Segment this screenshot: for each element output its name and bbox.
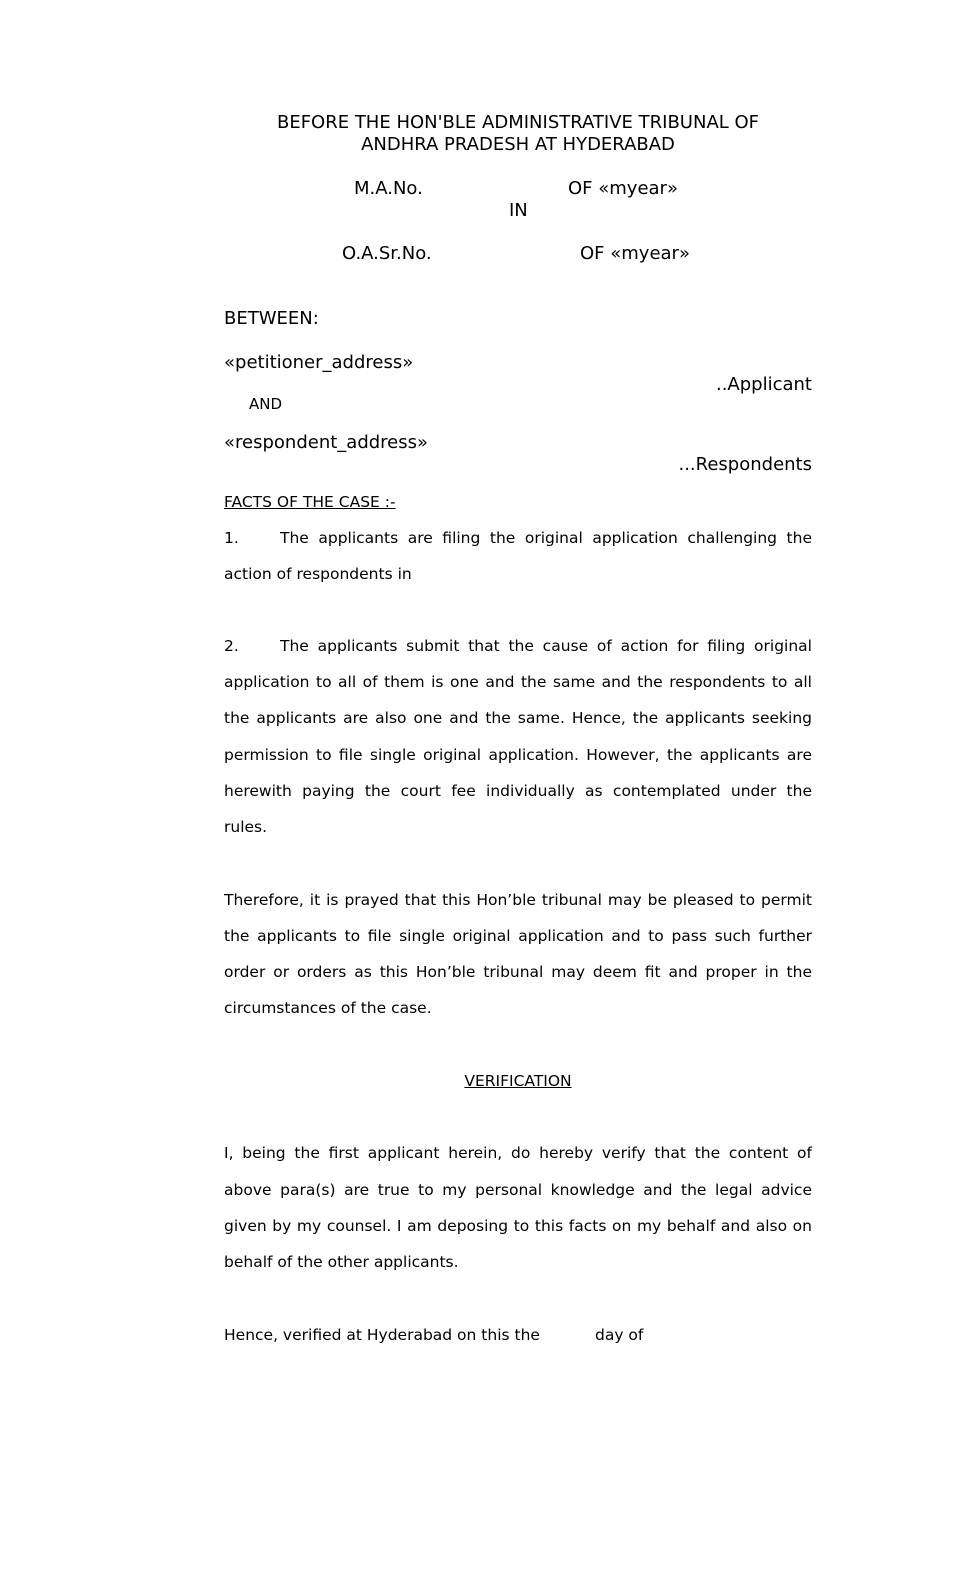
para1-line-2: action of respondents in xyxy=(224,565,412,583)
para2-line-2: application to all of them is one and the same and the respondents to all xyxy=(224,673,812,691)
para2-line-5: herewith paying the court fee individually as contemplated under the xyxy=(224,782,812,800)
prayer-line-2: the applicants to file single original application and to pass such further xyxy=(224,927,812,945)
verified-at-text: Hence, verified at Hyderabad on this the xyxy=(224,1326,540,1344)
respondents-label: ...Respondents xyxy=(678,454,812,475)
para1-line-1: The applicants are filing the original application challenging the xyxy=(280,529,812,547)
facts-heading: FACTS OF THE CASE :- xyxy=(224,493,396,511)
para2-number: 2. xyxy=(224,637,239,655)
and-label: AND xyxy=(249,395,283,413)
verification-line-1: I, being the first applicant herein, do hereby verify that the content of xyxy=(224,1144,812,1162)
title-line-2: ANDHRA PRADESH AT HYDERABAD xyxy=(361,134,675,155)
prayer-line-3: order or orders as this Hon’ble tribunal may deem fit and proper in the xyxy=(224,963,812,981)
ma-number-label: M.A.No. xyxy=(354,178,423,199)
verification-line-3: given by my counsel. I am deposing to this facts on my behalf and also on xyxy=(224,1217,812,1235)
respondent-address: «respondent_address» xyxy=(224,432,429,453)
between-label: BETWEEN: xyxy=(224,308,319,329)
applicant-label: ..Applicant xyxy=(715,374,812,395)
verification-line-4: behalf of the other applicants. xyxy=(224,1253,459,1271)
para2-line-6: rules. xyxy=(224,818,268,836)
ma-year-label: OF «myear» xyxy=(568,178,678,199)
para2-line-3: the applicants are also one and the same. Hence, the applicants seeking xyxy=(224,709,812,727)
day-of-text: day of xyxy=(595,1326,644,1344)
para1-number: 1. xyxy=(224,529,239,547)
petitioner-address: «petitioner_address» xyxy=(224,352,414,373)
title-line-1: BEFORE THE HON'BLE ADMINISTRATIVE TRIBUNAL OF xyxy=(276,112,760,133)
prayer-line-4: circumstances of the case. xyxy=(224,999,432,1017)
prayer-line-1: Therefore, it is prayed that this Hon’ble tribunal may be pleased to permit xyxy=(224,891,812,909)
para2-line-4: permission to file single original application. However, the applicants are xyxy=(224,746,812,764)
para2-line-1: The applicants submit that the cause of action for filing original xyxy=(280,637,812,655)
in-label: IN xyxy=(509,200,528,221)
oa-year-label: OF «myear» xyxy=(580,243,690,264)
verification-heading: VERIFICATION xyxy=(464,1072,572,1090)
verification-line-2: above para(s) are true to my personal knowledge and the legal advice xyxy=(224,1181,812,1199)
oa-number-label: O.A.Sr.No. xyxy=(342,243,432,264)
